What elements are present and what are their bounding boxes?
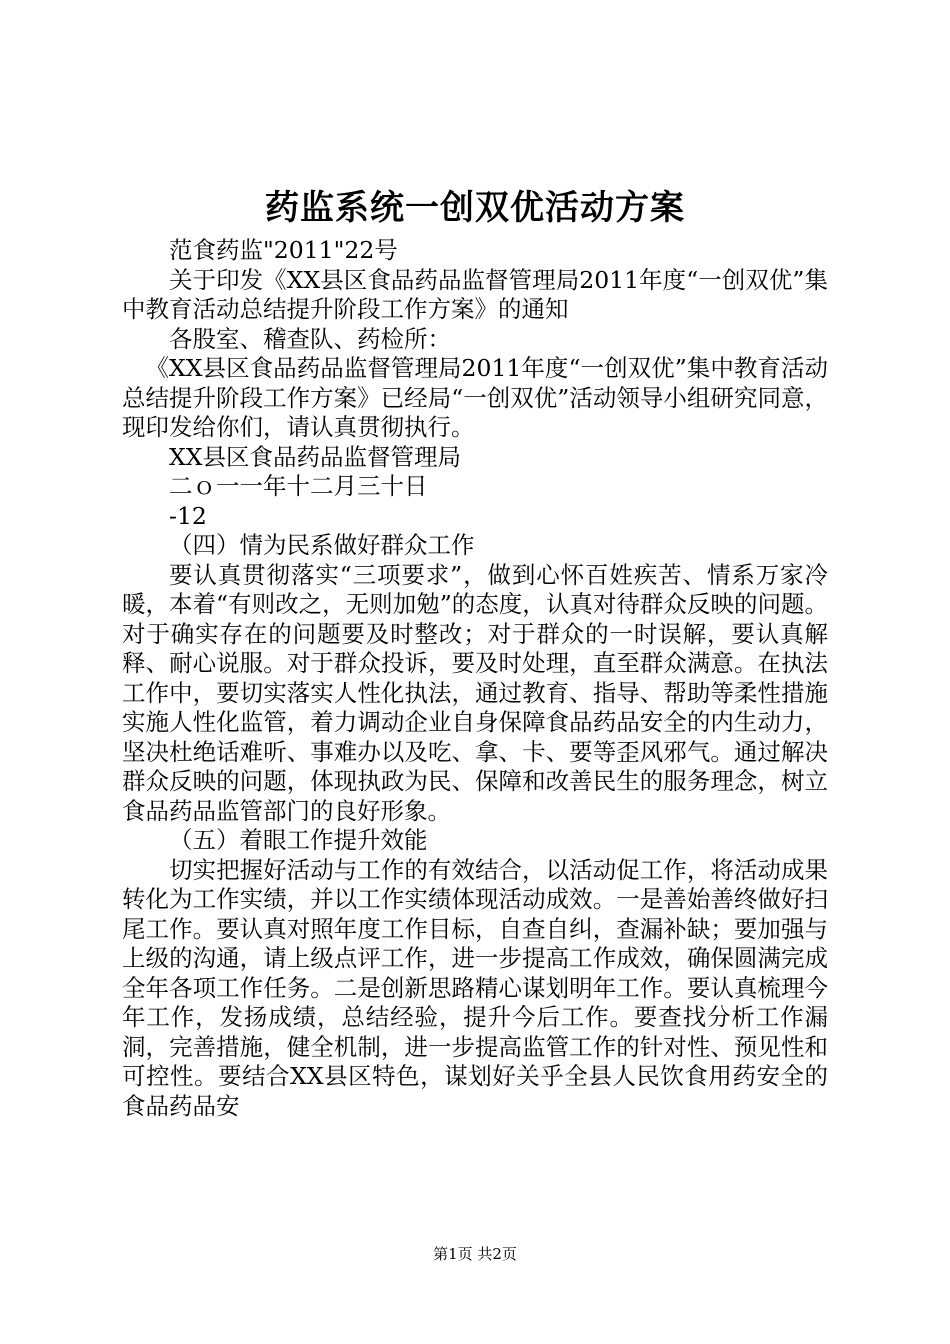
- notice-heading: 关于印发《XX县区食品药品监督管理局2011年度“一创双优”集中教育活动总结提升阶段工作方案》的通知: [122, 265, 828, 323]
- issuer: XX县区食品药品监督管理局: [169, 442, 461, 471]
- document-body: [122, 236, 828, 1121]
- body-paragraph: 切实把握好活动与工作的有效结合，以活动促工作，将活动成果转化为工作实绩，并以工作实绩体现活动成效。一是善始善终做好扫尾工作。要认真对照年度工作目标，自查自纠，查漏补缺；要加强与上级的沟通，请上级点评工作，进一步提高工作成效，确保圆满完成全年各项工作任务。二是创新思路精心谋划明年工作。要认真梳理今年工作，发扬成绩，总结经验，提升今后工作。要查找分析工作漏洞，完善措施，健全机制，进一步提高监管工作的针对性、预见性和可控性。要结合XX县区特色，谋划好关乎全县人民饮食用药安全的食品药品安: [122, 855, 828, 1120]
- notice-body: 《XX县区食品药品监督管理局2011年度“一创双优”集中教育活动总结提升阶段工作方案》已经局“一创双优”活动领导小组研究同意，现印发给你们，请认真贯彻执行。: [122, 354, 828, 441]
- section-heading: （五）着眼工作提升效能: [169, 826, 428, 854]
- issue-date: 二ｏ一一年十二月三十日: [169, 472, 428, 500]
- section-heading: （四）情为民系做好群众工作: [169, 531, 475, 559]
- doc-number: 范食药监"2011"22号: [169, 236, 398, 264]
- body-paragraph: 要认真贯彻落实“三项要求”，做到心怀百姓疾苦、情系万家冷暖，本着“有则改之，无则加勉”的态度，认真对待群众反映的问题。对于确实存在的问题要及时整改；对于群众的一时误解，要认真解释、耐心说服。对于群众投诉，要及时处理，直至群众满意。在执法工作中，要切实落实人性化执法，通过教育、指导、帮助等柔性措施实施人性化监管，着力调动企业自身保障食品药品安全的内生动力，坚决杜绝话难听、事难办以及吃、拿、卡、要等歪风邪气。通过解决群众反映的问题，体现执政为民、保障和改善民生的服务理念，树立食品药品监管部门的良好形象。: [122, 560, 828, 825]
- page-marker: -12: [169, 501, 207, 530]
- recipients: 各股室、稽查队、药检所：: [169, 324, 451, 353]
- page-footer: 第1页 共2页: [433, 1245, 517, 1263]
- document-title: 药监系统一创双优活动方案: [265, 188, 685, 228]
